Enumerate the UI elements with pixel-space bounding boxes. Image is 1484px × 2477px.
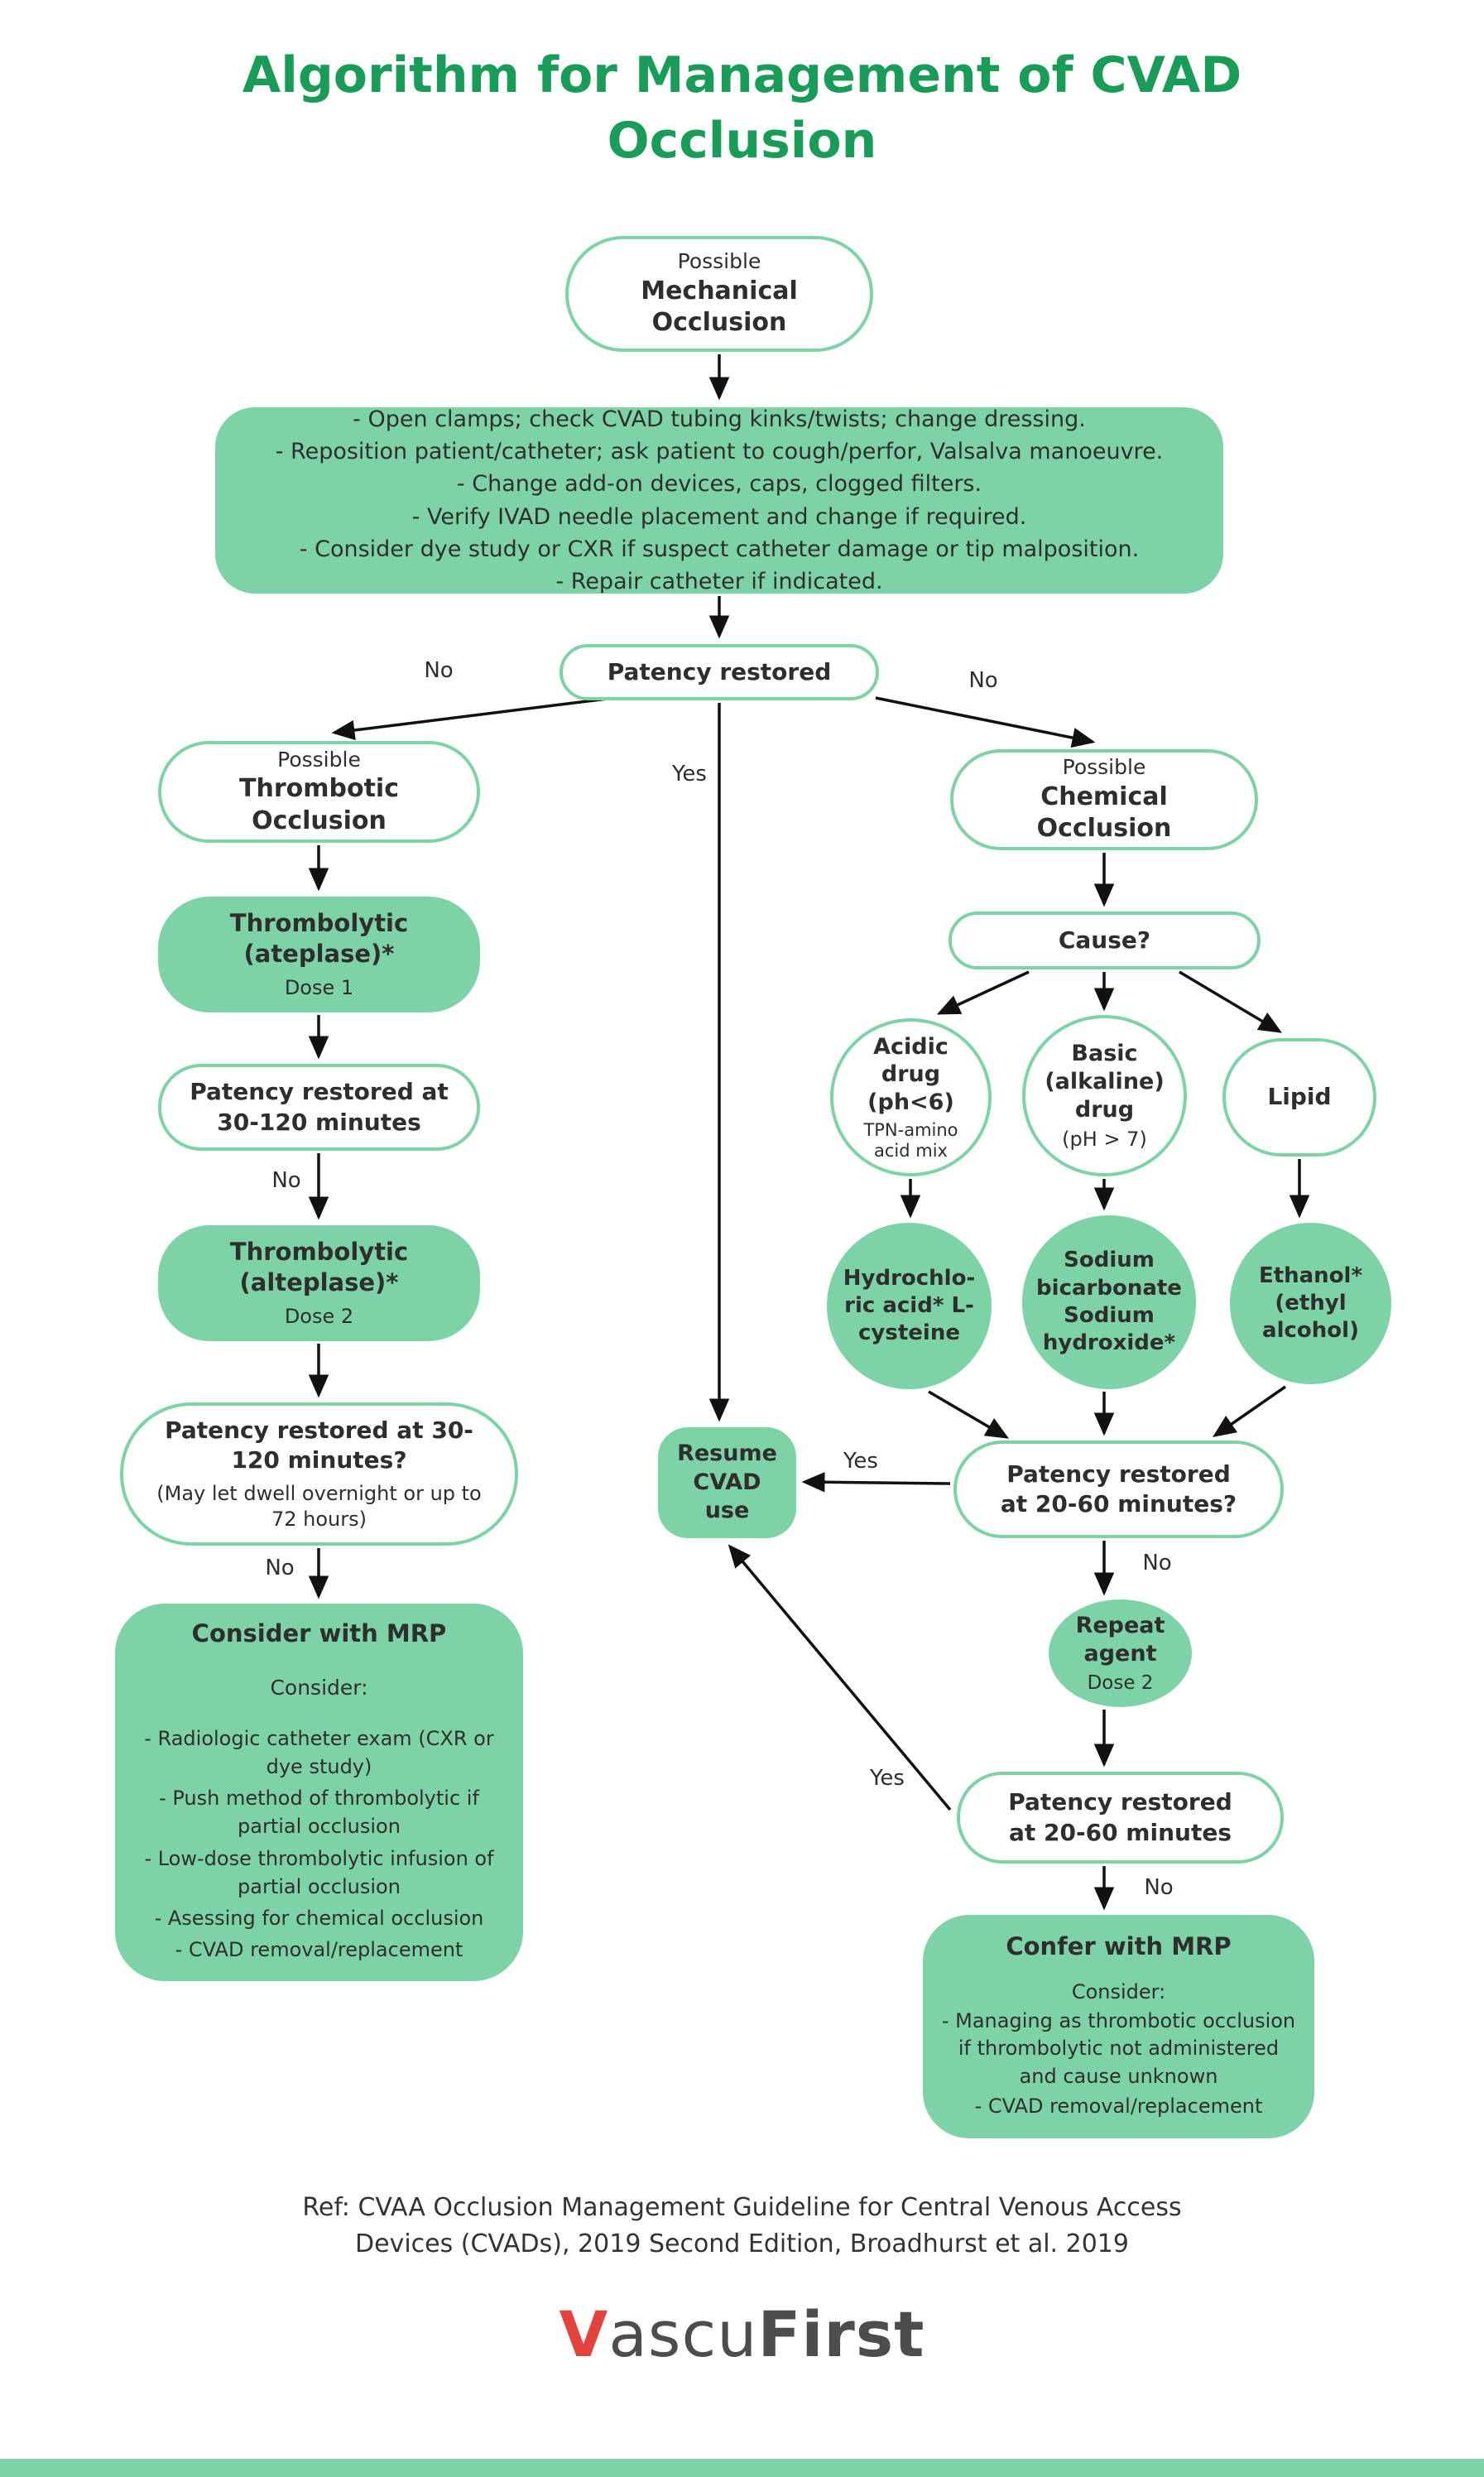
logo-text-first: First (757, 2297, 925, 2371)
thrombolytic-dose1-sub: Dose 1 (284, 976, 354, 1000)
acidic-drug-node (830, 1018, 992, 1176)
page-title-text: Algorithm for Management of CVAD Occlusion (242, 46, 1242, 171)
basic-drug-title: Basic (alkaline) drug (1045, 1041, 1165, 1123)
patency-30-120-node (158, 1064, 480, 1151)
hydrochloric-acid-line: ric acid* L- (844, 1292, 974, 1318)
footer-bar (0, 2459, 1484, 2477)
confer-mrp-item: - CVAD removal/replacement (974, 2094, 1263, 2118)
arrow-patency20q-to-resume-yes (804, 1482, 950, 1484)
consider-mrp-item: - Push method of thrombolytic if partial occlusion (159, 1787, 479, 1839)
patency-30-120-question-node (120, 1402, 518, 1546)
chemical-occlusion-node (950, 749, 1258, 850)
chemical-label: Chemical Occlusion (1036, 782, 1172, 844)
basic-drug-sub: (pH > 7) (1062, 1127, 1147, 1151)
edge-label-no-left: No (424, 658, 454, 683)
arrow-ethanol-to-patency20q (1215, 1387, 1285, 1436)
edge-label-no-patency30: No (271, 1168, 301, 1193)
arrow-patency-to-chemical (876, 698, 1093, 742)
confer-mrp-item: - Managing as thrombotic occlusion if thrombolytic not administered and cause unknown (941, 2008, 1296, 2088)
chemical-pre-label: Possible (1062, 755, 1146, 780)
patency-20-60-label: Patency restored at 20-60 minutes (1008, 1788, 1232, 1846)
edge-label-no-patency20: No (1144, 1875, 1174, 1900)
edge-label-yes-patency20: Yes (870, 1766, 905, 1791)
arrow-cause-to-lipid (1179, 972, 1280, 1032)
confer-mrp-title: Confer with MRP (1006, 1931, 1232, 1960)
reference-text: Ref: CVAA Occlusion Management Guideline for Central Venous Access Devices (CVADs), 2019 Second Edition, Broadhurst et al. 2019 (302, 2193, 1182, 2258)
mechanical-action-line: - Open clamps; check CVAD tubing kinks/twists; change dressing. (353, 406, 1086, 433)
consider-mrp-item: - Low-dose thrombolytic infusion of partial occlusion (144, 1846, 494, 1898)
patency-30-120-question-sub: (May let dwell overnight or up to 72 hours) (156, 1481, 482, 1531)
mechanical-action-line: - Consider dye study or CXR if suspect catheter damage or tip malposition. (299, 536, 1140, 562)
ethanol-node (1230, 1223, 1391, 1384)
repeat-agent-node (1049, 1599, 1192, 1707)
edge-label-no-patency20q: No (1142, 1551, 1172, 1575)
patency-restored-node (560, 644, 879, 700)
mechanical-action-line: - Change add-on devices, caps, clogged filters. (456, 471, 982, 498)
sodium-line: Sodium bicarbonate (1036, 1248, 1182, 1301)
edge-label-yes-patency20q: Yes (843, 1449, 878, 1474)
sodium-bicarbonate-node (1022, 1215, 1196, 1389)
cause-node (949, 911, 1261, 969)
mechanical-pre-label: Possible (677, 249, 761, 274)
resume-cvad-node (658, 1427, 796, 1538)
arrow-patency-to-thrombotic (334, 698, 614, 733)
edge-label-yes-center: Yes (672, 762, 707, 786)
consider-mrp-item: - Asessing for chemical occlusion (154, 1906, 484, 1930)
thrombotic-label: Thrombotic Occlusion (239, 774, 399, 835)
hydrochloric-acid-line: cysteine (858, 1320, 960, 1346)
thrombolytic-dose1-title: Thrombolytic (ateplase)* (229, 908, 409, 969)
thrombolytic-dose2-sub: Dose 2 (284, 1305, 354, 1329)
edge-label-no-patency30q: No (265, 1556, 295, 1580)
consider-mrp-item: - Radiologic catheter exam (CXR or dye study) (144, 1727, 494, 1779)
consider-mrp-title: Consider with MRP (191, 1619, 447, 1648)
repeat-agent-sub: Dose 2 (1087, 1671, 1154, 1694)
mechanical-action-line: - Verify IVAD needle placement and change if required. (411, 503, 1027, 530)
arrow-cause-to-acidic (939, 972, 1029, 1013)
edge-label-no-right: No (968, 668, 998, 693)
patency-20-60-question-label: Patency restored at 20-60 minutes? (1000, 1460, 1237, 1517)
mechanical-action-line: - Reposition patient/catheter; ask patient to cough/perfor, Valsalva manoeuvre. (275, 439, 1164, 465)
thrombolytic-dose2-node (158, 1225, 480, 1341)
thrombolytic-dose1-node (158, 897, 480, 1012)
resume-cvad-label: Resume CVAD use (677, 1441, 777, 1524)
lipid-node (1222, 1038, 1376, 1157)
patency-30-120-label: Patency restored at 30-120 minutes (190, 1078, 449, 1136)
patency-20-60-question-node (953, 1441, 1284, 1538)
thrombotic-occlusion-node (158, 741, 480, 843)
arrow-patency20-to-resume-yes (730, 1546, 950, 1810)
confer-mrp-subtitle: Consider: (1071, 1979, 1166, 2003)
acidic-drug-title: Acidic drug (ph<6) (867, 1033, 954, 1116)
lipid-label: Lipid (1267, 1083, 1332, 1111)
arrow-hcl-to-patency20q (929, 1392, 1006, 1437)
hydrochloric-acid-line: Hydrochlo- (843, 1265, 976, 1291)
logo-letter-v: V (559, 2297, 609, 2371)
hydrochloric-acid-node (827, 1223, 992, 1389)
patency-30-120-question-title: Patency restored at 30-120 minutes? (165, 1416, 473, 1474)
consider-mrp-subtitle: Consider: (270, 1676, 368, 1700)
repeat-agent-title: Repeat agent (1075, 1612, 1165, 1667)
thrombolytic-dose2-title: Thrombolytic (alteplase)* (229, 1237, 409, 1297)
consider-mrp-item: - CVAD removal/replacement (175, 1937, 463, 1961)
acidic-drug-sub: TPN-amino acid mix (863, 1119, 958, 1162)
thrombotic-pre-label: Possible (277, 747, 361, 772)
mechanical-label: Mechanical Occlusion (641, 276, 798, 338)
basic-drug-node (1022, 1015, 1187, 1176)
ethanol-label: Ethanol* (ethyl alcohol) (1258, 1263, 1363, 1344)
logo-text-ascu: ascu (608, 2297, 758, 2371)
sodium-line: Sodium hydroxide* (1042, 1303, 1176, 1356)
reference-text-wrap (0, 2190, 1484, 2262)
vascufirst-logo (0, 2297, 1484, 2371)
page-title (0, 43, 1484, 174)
patency-restored-label: Patency restored (607, 657, 832, 685)
patency-20-60-node (957, 1772, 1284, 1864)
confer-mrp-box (923, 1915, 1314, 2138)
mechanical-action-line: - Repair catheter if indicated. (555, 568, 883, 594)
mechanical-actions-box (215, 407, 1223, 594)
cause-label: Cause? (1058, 926, 1151, 954)
mechanical-occlusion-node (565, 236, 873, 352)
consider-mrp-box (115, 1604, 523, 1981)
